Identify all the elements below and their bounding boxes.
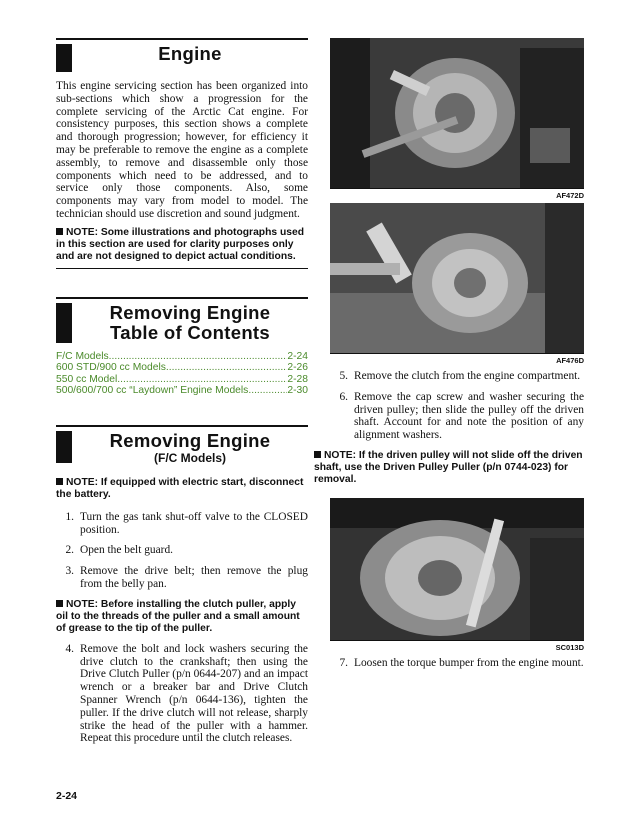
note-square-icon <box>56 478 63 485</box>
right-column <box>314 38 584 678</box>
step-item: 5. Remove the clutch from the engine compartment. <box>339 370 581 382</box>
removing-title: Removing Engine <box>109 429 271 451</box>
toc-entry[interactable]: 500/600/700 cc “Laydown” Engine Models ..... 2-30 <box>56 385 308 397</box>
toc-entry[interactable]: 600 STD/900 cc Models ..... 2-26 <box>56 362 308 374</box>
step-item: 1. Turn the gas tank shut-off valve to the CLOSED position. <box>65 510 308 536</box>
photo-clutch-puller <box>330 203 584 354</box>
step-item: 2. Open the belt guard. <box>65 544 173 557</box>
photo-caption: AF476D <box>556 356 584 365</box>
removing-heading <box>56 425 308 465</box>
engine-title: Engine <box>158 43 222 64</box>
steps-list-c <box>330 370 584 442</box>
heading-bar <box>56 44 72 72</box>
photo-driven-pulley <box>330 498 584 641</box>
page-number: 2-24 <box>56 790 78 802</box>
toc-entry[interactable]: 550 cc Model ..... 2-28 <box>56 374 308 386</box>
toc-heading <box>56 297 308 343</box>
toc-title-line1: Removing Engine <box>109 301 271 323</box>
photo-caption: AF472D <box>556 191 584 200</box>
engine-intro: This engine servicing section has been organized into sub-sections which show a progression for the complete servicing of the Arctic Cat engine. For consistency purposes, this section shows a complete and thorough progression; however, for efficiency it may be preferable to remove the engine as a complete assembly, to remove and disassemble only those components which need to be addressed, and to service only those components. Also, some components may vary from model to model. The technician should use discretion and sound judgment. <box>56 80 308 220</box>
engine-note: NOTE: Some illustrations and photographs used in this section are used for clarity purposes only and are not designed to depict actual conditions. <box>56 227 308 269</box>
note-square-icon <box>56 600 63 607</box>
toc-entry[interactable]: F/C Models ..... 2-24 <box>56 351 308 363</box>
step-item: 6. Remove the cap screw and washer securing the driven pulley; then slide the pulley off the driven shaft. Account for and note the position of any alignment washers. <box>339 390 584 442</box>
table-of-contents <box>56 351 308 397</box>
steps-list-d <box>330 657 584 670</box>
removing-subtitle: (F/C Models) <box>154 450 226 465</box>
step-item: 4. Remove the bolt and lock washers securing the drive clutch to the crankshaft; then using the Drive Clutch Puller (p/n 0644-207) and an impact wrench or a breaker bar and Drive Clutch Spanner Wrench (p/n 0644-136), tighten the puller. If the drive clutch will not release, sharply strike the head of the puller with a hammer. Repeat this procedure until the clutch releases. <box>65 642 308 745</box>
steps-list-b <box>56 643 308 745</box>
step-item: 7. Loosen the torque bumper from the engine mount. <box>339 656 584 669</box>
photo-drive-clutch <box>330 38 584 189</box>
note-square-icon <box>56 228 63 235</box>
battery-note: NOTE: If equipped with electric start, disconnect the battery. <box>56 476 304 500</box>
heading-bar <box>56 303 72 343</box>
left-column <box>56 38 308 753</box>
heading-bar <box>56 431 72 463</box>
photo-caption: SC013D <box>555 642 584 652</box>
engine-heading <box>56 38 308 72</box>
driven-pulley-note: NOTE: If the driven pulley will not slide off the driven shaft, use the Driven Pulley Puller (p/n 0744-023) for removal. <box>314 449 583 485</box>
toc-title-line2: Table of Contents <box>110 321 270 343</box>
note-square-icon <box>314 451 321 458</box>
steps-list-a <box>56 511 308 591</box>
clutch-puller-note: NOTE: Before installing the clutch puller, apply oil to the threads of the puller and a small amount of grease to the tip of the puller. <box>56 598 300 634</box>
step-item: 3. Remove the drive belt; then remove the plug from the belly pan. <box>65 565 308 590</box>
